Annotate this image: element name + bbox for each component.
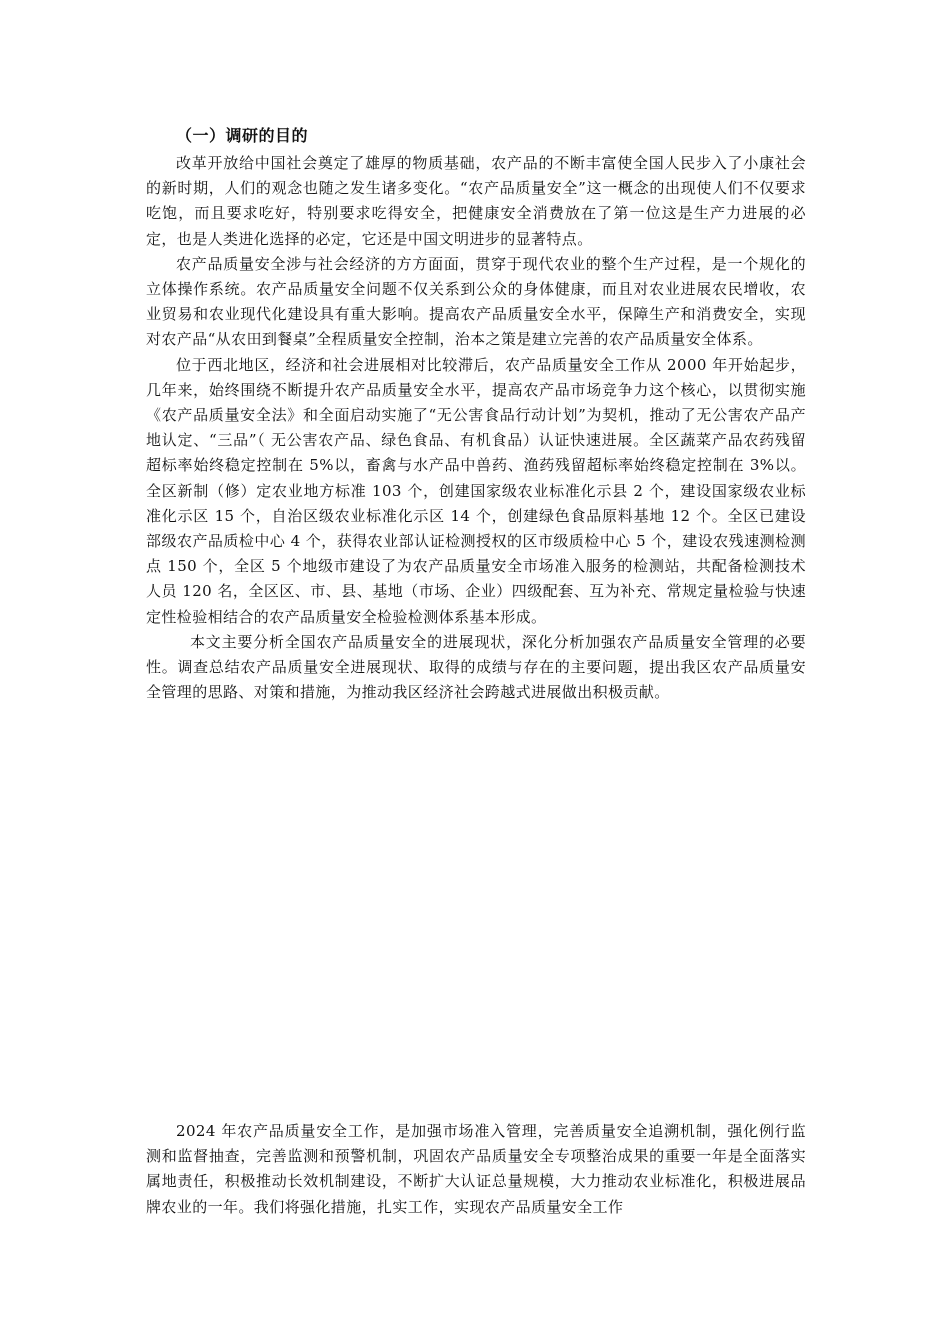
paragraph-4: 本文主要分析全国农产品质量安全的进展现状，深化分析加强农产品质量安全管理的必要性。调查总结农产品质量安全进展现状、取得的成绩与存在的主要问题，提出我区农产品质量安全管理的思路、对策和措施，为推动我区经济社会跨越式进展做出积极贡献。 bbox=[146, 632, 806, 702]
bottom-section bbox=[146, 1119, 806, 1220]
paragraph-3: 位于西北地区，经济和社会进展相对比较滞后，农产品质量安全工作从 2000 年开始起步，几年来，始终围绕不断提升农产品质量安全水平，提高农产品市场竞争力这个核心，以贯彻实施《农产品质量安全法》和全面启动实施了“无公害食品行动计划”为契机，推动了无公害农产品产地认定、“三品”（ 无公害农产品、绿色食品、有机食品）认证快速进展。全区蔬菜产品农药残留超标率始终稳定控制在 5%以，畜禽与水产品中兽药、渔药残留超标率始终稳定控制在 3%以。全区新制（修）定农业地方标准 103 个，创建国家级农业标准化示县 2 个，建设国家级农业标准化示区 15 个，自治区级农业标准化示区 14 个，创建绿色食品原料基地 12 个。全区已建设部级农产品质检中心 4 个，获得农业部认证检测授权的区市级质检中心 5 个，建设农残速测检测点 150 个，全区 5 个地级市建设了为农产品质量安全市场准入服务的检测站，共配备检测技术人员 120 名，全区区、市、县、基地（市场、企业）四级配套、互为补充、常规定量检验与快速定性检验相结合的农产品质量安全检验检测体系基本形成。 bbox=[146, 355, 806, 626]
bottom-paragraph: 2024 年农产品质量安全工作，是加强市场准入管理，完善质量安全追溯机制，强化例行监测和监督抽查，完善监测和预警机制，巩固农产品质量安全专项整治成果的重要一年是全面落实属地责任，积极推动长效机制建设，不断扩大认证总量规模，大力推动农业标准化，积极进展品牌农业的一年。我们将强化措施，扎实工作，实现农产品质量安全工作 bbox=[146, 1122, 806, 1216]
section-heading: （一）调研的目的 bbox=[176, 126, 309, 145]
main-section bbox=[146, 123, 806, 705]
paragraph-1: 改革开放给中国社会奠定了雄厚的物质基础，农产品的不断丰富使全国人民步入了小康社会的新时期，人们的观念也随之发生诸多变化。“农产品质量安全”这一概念的出现使人们不仅要求吃饱，而且要求吃好，特别要求吃得安全，把健康安全消费放在了第一位这是生产力进展的必定，也是人类进化选择的必定，它还是中国文明进步的显著特点。 bbox=[146, 154, 806, 248]
paragraph-2: 农产品质量安全涉与社会经济的方方面面，贯穿于现代农业的整个生产过程，是一个规化的立体操作系统。农产品质量安全问题不仅关系到公众的身体健康，而且对农业进展农民增收，农业贸易和农业现代化建设具有重大影响。提高农产品质量安全水平，保障生产和消费安全，实现对农产品“从农田到餐桌”全程质量安全控制，治本之策是建立完善的农产品质量安全体系。 bbox=[146, 254, 806, 349]
